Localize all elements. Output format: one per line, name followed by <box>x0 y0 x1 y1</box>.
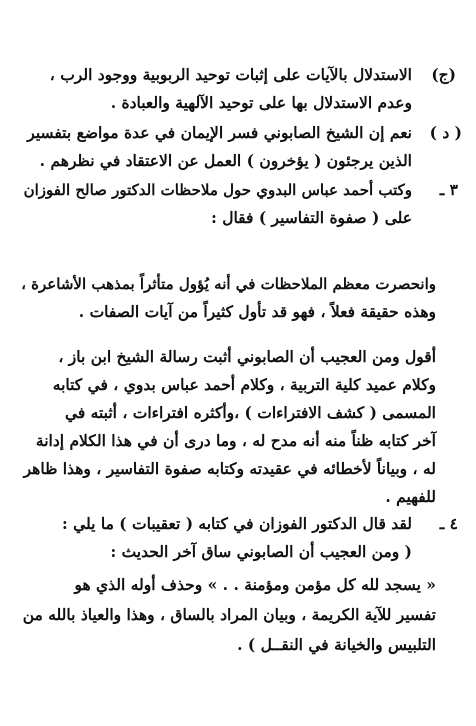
text-line: تفسير للآية الكريمة ، وبيان المراد بالساق ، وهذا والعياذ بالله من <box>22 605 436 624</box>
paragraph-line: أقول ومن العجيب أن الصابوني أثبت رسالة الشيخ ابن باز ، <box>58 347 436 366</box>
text-line: نعم إن الشيخ الصابوني فسر الإيمان في عدة مواضع بتفسير <box>27 123 412 142</box>
text-line: على ( صفوة التفاسير ) فقال : <box>211 208 412 227</box>
item-marker-d: ( د ) <box>429 123 462 142</box>
paragraph-line: وكلام عميد كلية التربية ، وكلام أحمد عباس بدوي ، في كتابه <box>52 375 436 394</box>
paragraph-line: للفهيم . <box>385 487 436 506</box>
text-line: « يسجد لله كل مؤمن ومؤمنة . . » وحذف أوله الذي هو <box>74 575 436 594</box>
quote-line: وانحصرت معظم الملاحظات في أنه يُؤول متأثراً بمذهب الأشاعرة ، <box>21 275 436 293</box>
text-line: ( ومن العجيب أن الصابوني ساق آخر الحديث : <box>110 542 412 561</box>
item-marker-3: ٣ ـ <box>439 180 458 199</box>
paragraph-line: آخر كتابه ظناً منه أنه مدح له ، وما درى أن في هذا الكلام إدانة <box>35 431 436 450</box>
text-line: التلبيس والخيانة في النقــل ) . <box>237 635 436 654</box>
quote-line: وهذه حقيقة فعلاً ، فهو قد تأول كثيراً من آيات الصفات . <box>78 302 436 321</box>
text-line: الذين يرجئون ( يؤخرون ) العمل عن الاعتقاد في نظرهم . <box>39 151 412 170</box>
text-line: وعدم الاستدلال بها على توحيد الآلهية والعبادة . <box>110 93 412 112</box>
paragraph-line: له ، وبياناً لأخطائه في عقيدته وكتابه صفوة التفاسير ، وهذا ظاهر <box>23 459 436 478</box>
item-marker-4: ٤ ـ <box>439 514 458 533</box>
text-line: وكتب أحمد عباس البدوي حول ملاحظات الدكتور صالح الفوزان <box>23 181 412 199</box>
item-marker-j: (ج) <box>431 65 456 84</box>
paragraph-line: المسمى ( كشف الافتراءات ) ،وأكثره افتراءات ، أثبته في <box>64 403 436 422</box>
text-line: لقد قال الدكتور الفوزان في كتابه ( تعقيبات ) ما يلي : <box>61 514 412 533</box>
text-line: الاستدلال بالآيات على إثبات توحيد الربوبية ووجود الرب ، <box>49 65 412 84</box>
